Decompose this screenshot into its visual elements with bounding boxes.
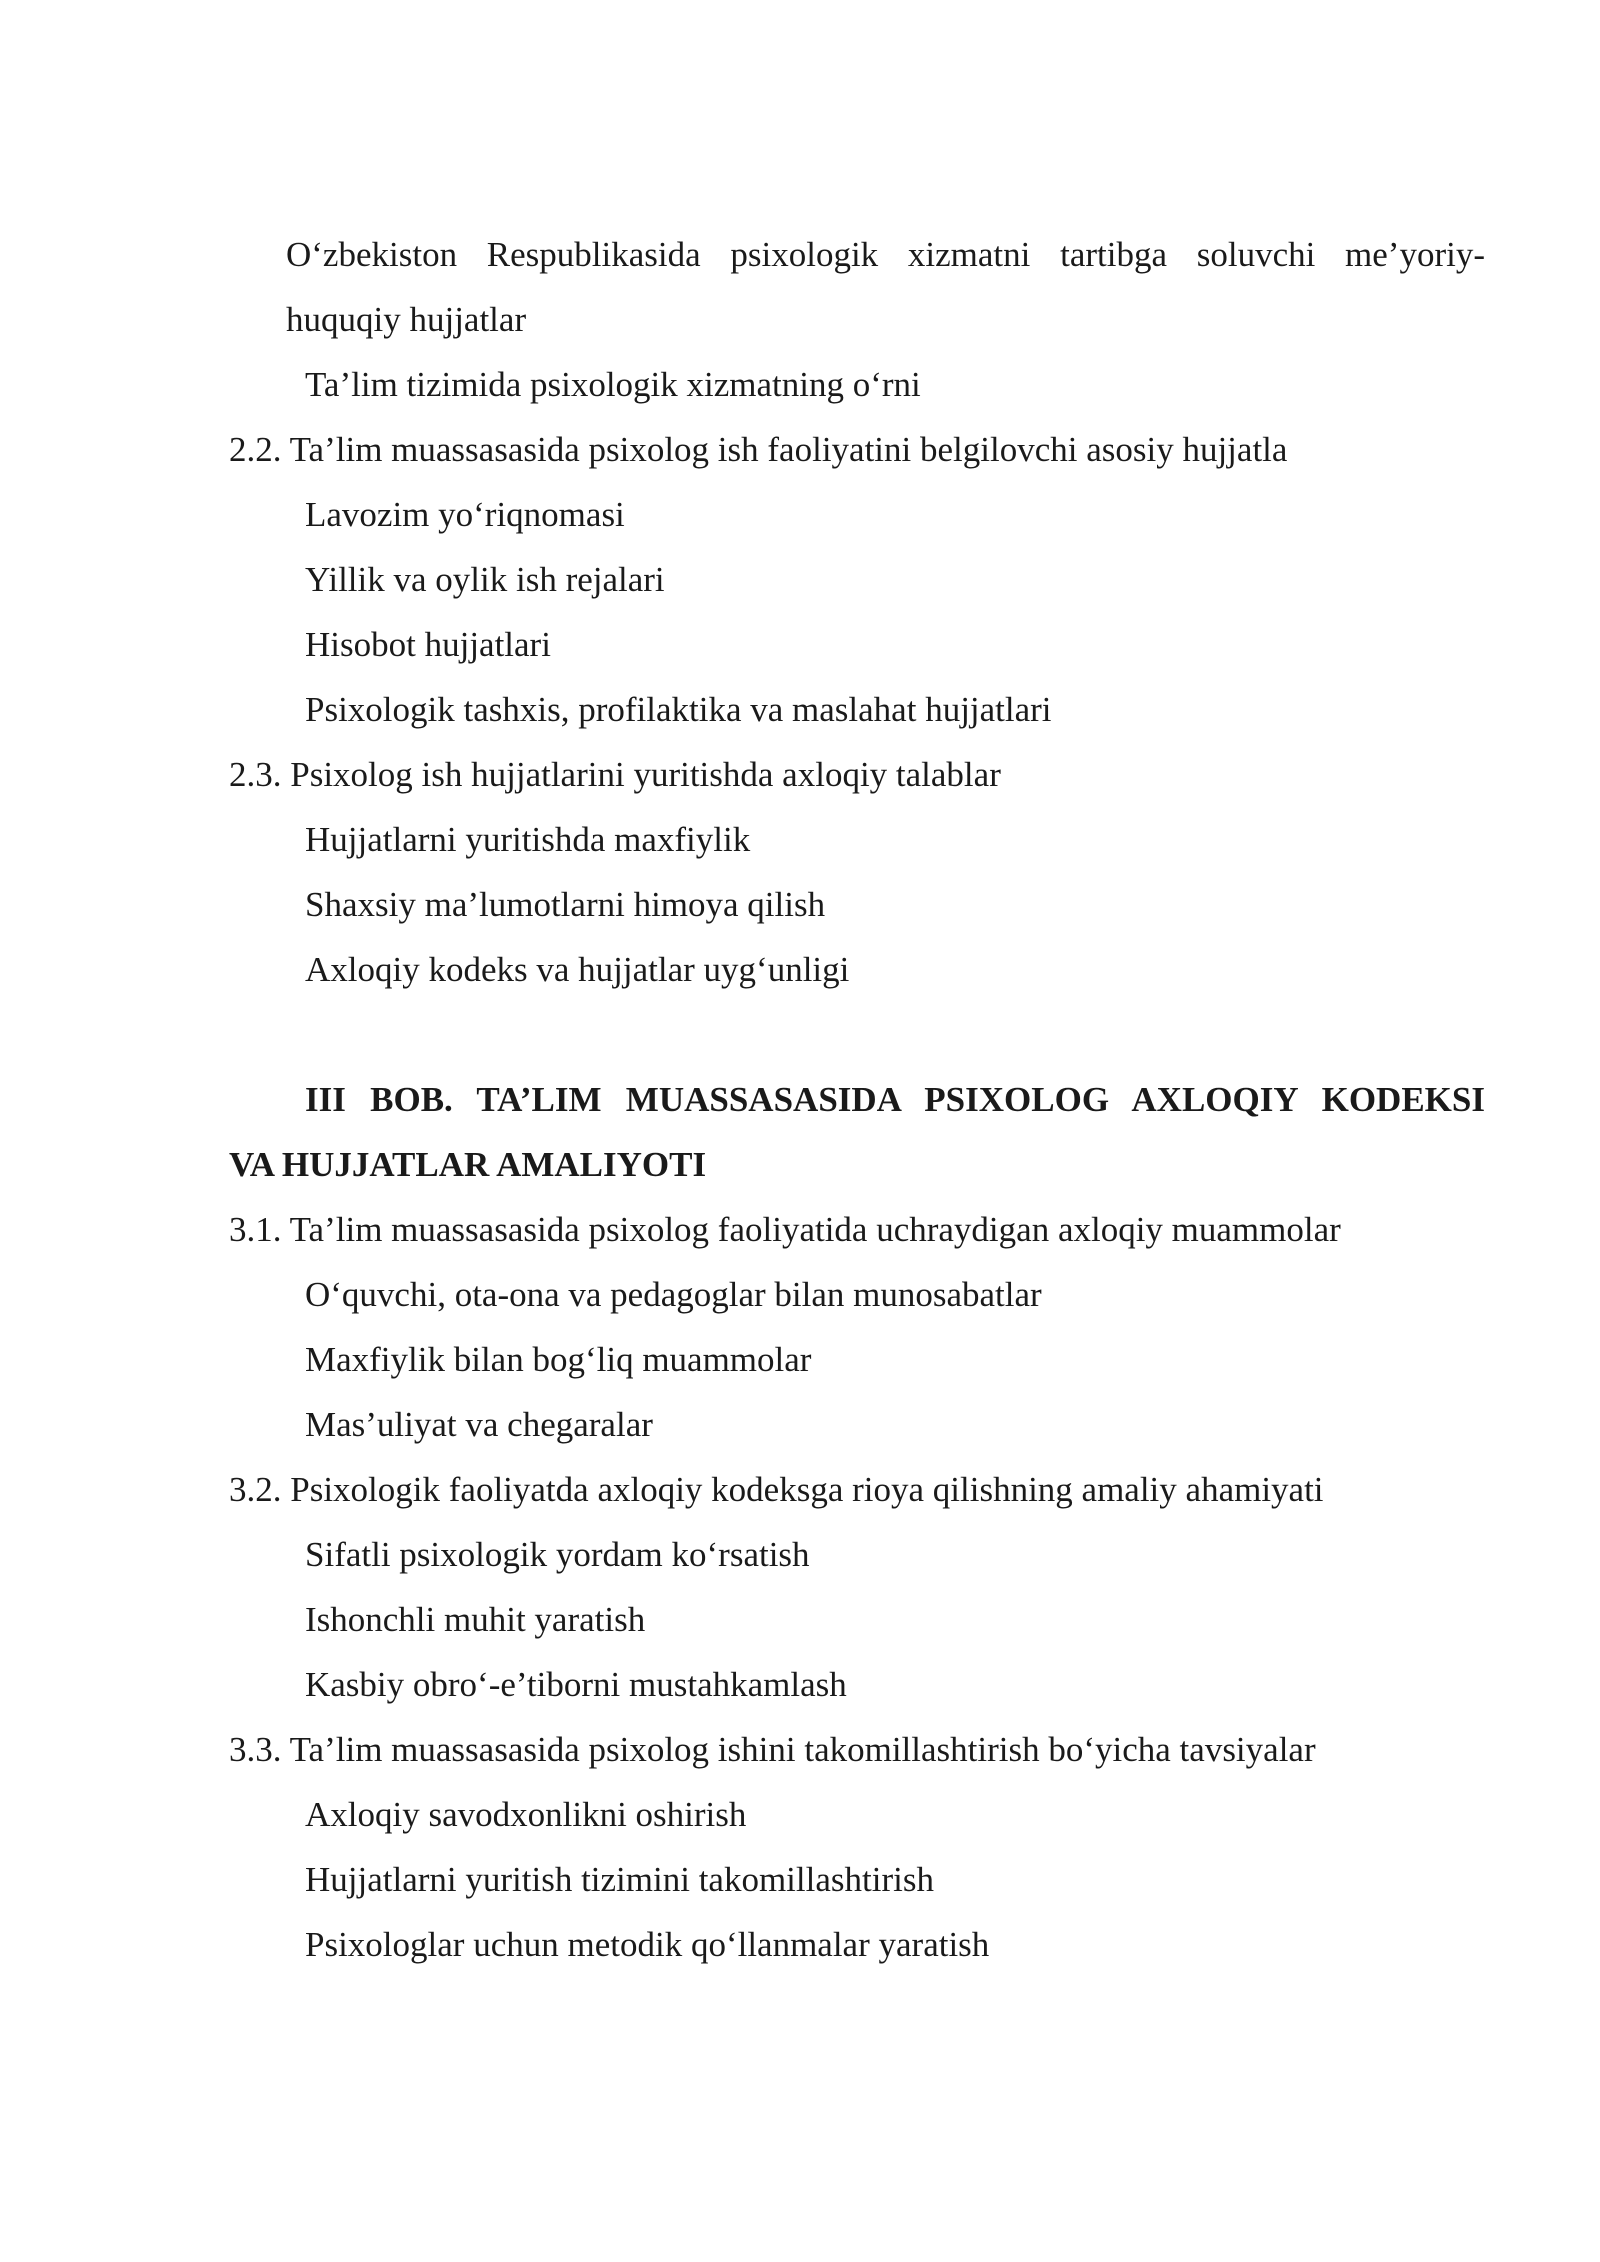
section-title-3-2: 3.2. Psixologik faoliyatda axloqiy kodeksga rioya qilishning amaliy ahamiyati <box>229 1470 1324 1509</box>
list-item: Shaxsiy ma’lumotlarni himoya qilish <box>305 885 826 924</box>
section-title-2-2: 2.2. Ta’lim muassasasida psixolog ish faoliyatini belgilovchi asosiy hujjatla <box>229 430 1288 469</box>
blank-line <box>229 1002 1485 1067</box>
list-item: Axloqiy kodeks va hujjatlar uyg‘unligi <box>305 950 850 989</box>
list-item: Ishonchli muhit yaratish <box>305 1600 646 1639</box>
section-title-2-3: 2.3. Psixolog ish hujjatlarini yuritishda axloqiy talablar <box>229 755 1001 794</box>
list-item: Hujjatlarni yuritish tizimini takomillashtirish <box>305 1860 934 1899</box>
section-title-3-1: 3.1. Ta’lim muassasasida psixolog faoliyatida uchraydigan axloqiy muammolar <box>229 1210 1341 1249</box>
intro-line-3: Ta’lim tizimida psixologik xizmatning o‘rni <box>305 365 921 404</box>
intro-line-2: huquqiy hujjatlar <box>286 300 527 339</box>
list-item: Maxfiylik bilan bog‘liq muammolar <box>305 1340 812 1379</box>
chapter-heading-line-2: VA HUJJATLAR AMALIYOTI <box>229 1145 707 1184</box>
list-item: Axloqiy savodxonlikni oshirish <box>305 1795 747 1834</box>
list-item: Kasbiy obro‘-e’tiborni mustahkamlash <box>305 1665 847 1704</box>
list-item: Psixologik tashxis, profilaktika va maslahat hujjatlari <box>305 690 1052 729</box>
list-item: Yillik va oylik ish rejalari <box>305 560 665 599</box>
intro-line-1: O‘zbekiston Respublikasida psixologik xizmatni tartibga soluvchi me’yoriy- <box>286 235 1485 274</box>
list-item: Lavozim yo‘riqnomasi <box>305 495 625 534</box>
list-item: Mas’uliyat va chegaralar <box>305 1405 653 1444</box>
list-item: O‘quvchi, ota-ona va pedagoglar bilan munosabatlar <box>305 1275 1042 1314</box>
list-item: Hisobot hujjatlari <box>305 625 551 664</box>
list-item: Sifatli psixologik yordam ko‘rsatish <box>305 1535 810 1574</box>
list-item: Hujjatlarni yuritishda maxfiylik <box>305 820 751 859</box>
chapter-heading-line-1: III BOB. TA’LIM MUASSASASIDA PSIXOLOG AXLOQIY KODEKSI <box>305 1080 1485 1119</box>
section-title-3-3: 3.3. Ta’lim muassasasida psixolog ishini takomillashtirish bo‘yicha tavsiyalar <box>229 1730 1316 1769</box>
table-of-contents <box>229 222 1485 1977</box>
list-item: Psixologlar uchun metodik qo‘llanmalar yaratish <box>305 1925 990 1964</box>
